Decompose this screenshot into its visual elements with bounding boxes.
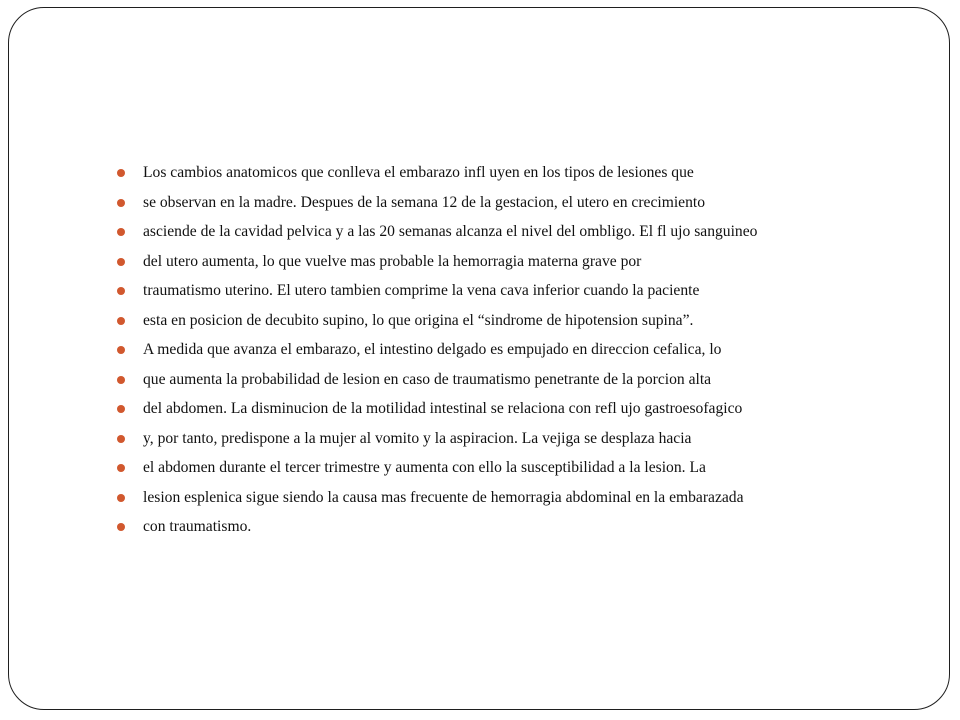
bullet-text: traumatismo uterino. El utero tambien comprime la vena cava inferior cuando la paciente [143,282,700,299]
bullet-item [114,247,904,277]
bullet-item [114,276,904,306]
bullet-dot-icon [117,405,125,413]
bullet-dot-icon [117,346,125,354]
bullet-text: y, por tanto, predispone a la mujer al vomito y la aspiracion. La vejiga se desplaza hacia [143,429,692,447]
bullet-text: lesion esplenica sigue siendo la causa mas frecuente de hemorragia abdominal en la embarazada [143,488,744,506]
slide-frame [8,7,950,710]
bullet-dot-icon [117,435,125,443]
bullet-text: asciende de la cavidad pelvica y a las 20 semanas alcanza el nivel del ombligo. El fl ujo sanguineo [143,223,758,240]
bullet-dot-icon [117,494,125,502]
bullet-text: A medida que avanza el embarazo, el intestino delgado es empujado en direccion cefalica, lo [143,341,722,358]
bullet-text: del utero aumenta, lo que vuelve mas probable la hemorragia materna grave por [143,252,642,270]
bullet-item [114,512,904,542]
bullet-text: con traumatismo. [143,518,252,535]
bullet-item [114,365,904,395]
bullet-item [114,158,904,188]
bullet-item [114,424,904,454]
bullet-dot-icon [117,464,125,472]
bullet-text: se observan en la madre. Despues de la semana 12 de la gestacion, el utero en crecimiento [143,193,706,211]
bullet-dot-icon [117,376,125,384]
bullet-dot-icon [117,228,125,236]
bullet-item [114,335,904,365]
bullet-list [114,158,904,542]
bullet-item [114,188,904,218]
bullet-text: que aumenta la probabilidad de lesion en caso de traumatismo penetrante de la porcion alta [143,370,712,388]
bullet-text: del abdomen. La disminucion de la motilidad intestinal se relaciona con refl ujo gastroesofagico [143,400,743,417]
bullet-dot-icon [117,317,125,325]
bullet-item [114,306,904,336]
bullet-item [114,217,904,247]
bullet-dot-icon [117,523,125,531]
bullet-dot-icon [117,169,125,177]
bullet-dot-icon [117,287,125,295]
bullet-text: esta en posicion de decubito supino, lo que origina el “sindrome de hipotension supina”. [143,311,694,329]
bullet-text: Los cambios anatomicos que conlleva el embarazo infl uyen en los tipos de lesiones que [143,164,694,181]
bullet-item [114,483,904,513]
bullet-item [114,394,904,424]
bullet-dot-icon [117,258,125,266]
bullet-text: el abdomen durante el tercer trimestre y aumenta con ello la susceptibilidad a la lesion. La [143,459,706,476]
bullet-item [114,453,904,483]
bullet-dot-icon [117,199,125,207]
